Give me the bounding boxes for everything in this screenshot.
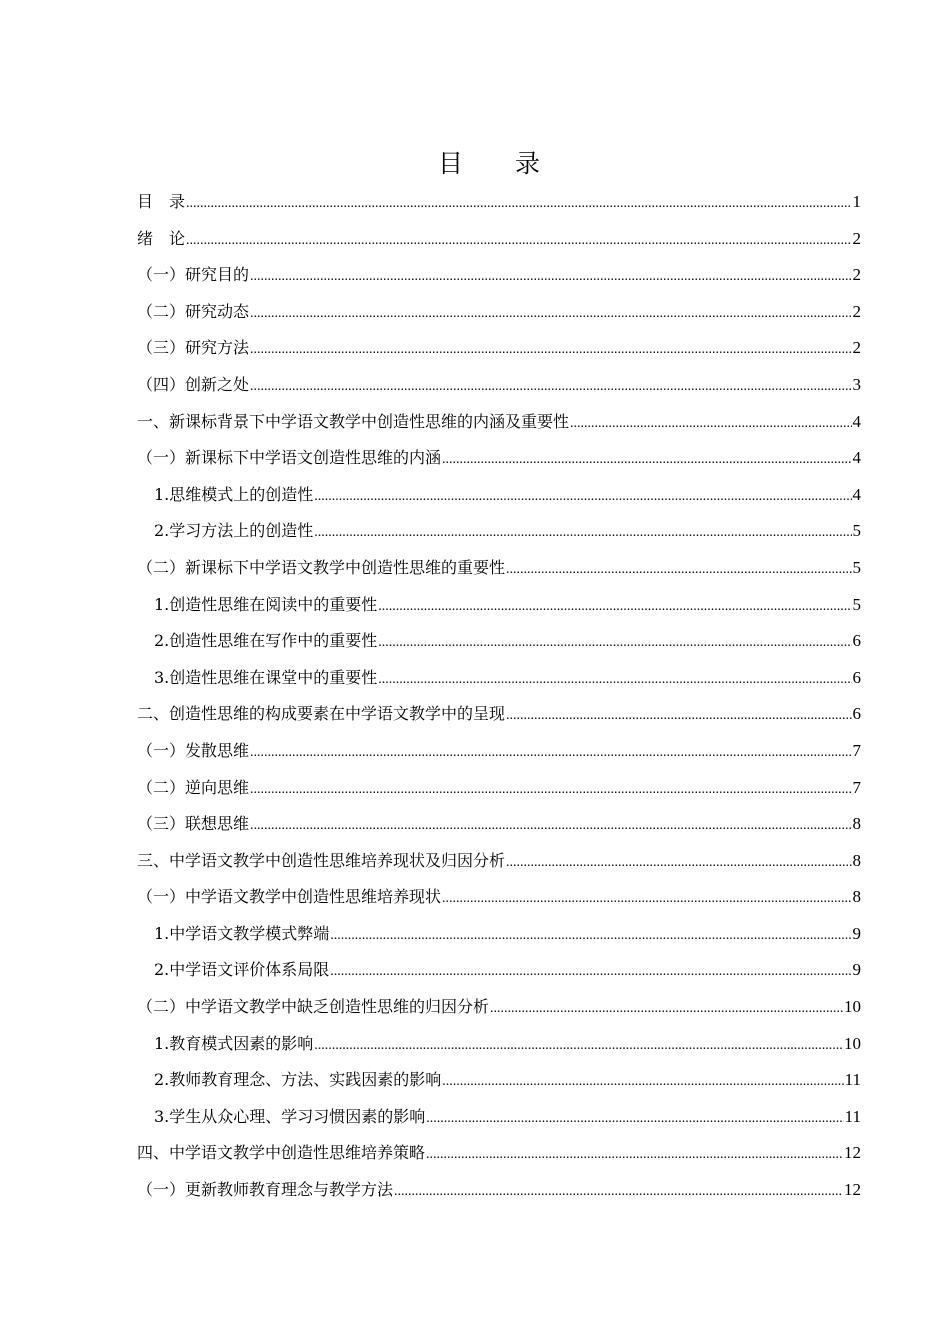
toc-entry-text: 三、中学语文教学中创造性思维培养现状及归因分析 bbox=[137, 850, 506, 870]
toc-entry-page: 2 bbox=[852, 228, 861, 248]
toc-entry-page: 9 bbox=[852, 923, 861, 943]
dot-leader bbox=[250, 735, 851, 772]
toc-entry-page: 10 bbox=[844, 1033, 861, 1053]
toc-entry-page: 2 bbox=[852, 301, 861, 321]
toc-entry-page: 10 bbox=[844, 997, 861, 1017]
toc-entry[interactable] bbox=[137, 1135, 861, 1172]
toc-entry[interactable] bbox=[137, 770, 861, 807]
toc-entry-page: 4 bbox=[852, 448, 861, 468]
toc-entry-text: 2.学习方法上的创造性 bbox=[154, 521, 314, 541]
toc-entry[interactable] bbox=[137, 1026, 861, 1063]
dot-leader bbox=[506, 698, 851, 735]
toc-entry-text: 四、中学语文教学中创造性思维培养策略 bbox=[137, 1143, 426, 1163]
toc-entry-page: 3 bbox=[852, 374, 861, 394]
toc-entry-text: 2.中学语文评价体系局限 bbox=[154, 960, 330, 980]
toc-entry-text: （一）更新教师教育理念与教学方法 bbox=[137, 1180, 394, 1200]
toc-entry-text: 1.中学语文教学模式弊端 bbox=[154, 923, 330, 943]
dot-leader bbox=[250, 296, 851, 333]
dot-leader bbox=[250, 259, 851, 296]
toc-entry[interactable] bbox=[137, 513, 861, 550]
toc-entry-page: 2 bbox=[852, 265, 861, 285]
toc-entry-page: 6 bbox=[852, 667, 861, 687]
toc-entry-text: 一、新课标背景下中学语文教学中创造性思维的内涵及重要性 bbox=[137, 411, 570, 431]
toc-entry-text: （二）逆向思维 bbox=[137, 777, 250, 797]
dot-leader bbox=[442, 1064, 843, 1101]
dot-leader bbox=[250, 808, 851, 845]
dot-leader bbox=[426, 1101, 843, 1138]
toc-entry-page: 1 bbox=[852, 192, 861, 211]
toc-entry[interactable] bbox=[137, 916, 861, 953]
toc-entry[interactable] bbox=[137, 1062, 861, 1099]
toc-entry[interactable] bbox=[137, 440, 861, 477]
toc-entry-text: （二）中学语文教学中缺乏创造性思维的归因分析 bbox=[137, 997, 490, 1017]
toc-entry-page: 7 bbox=[852, 777, 861, 797]
toc-entry[interactable] bbox=[137, 221, 861, 258]
toc-entry-text: （一）研究目的 bbox=[137, 265, 250, 285]
toc-entry-page: 5 bbox=[852, 557, 861, 577]
toc-entry-text: 3.学生从众心理、学习习惯因素的影响 bbox=[154, 1106, 426, 1126]
toc-entry-text: （三）联想思维 bbox=[137, 814, 250, 834]
dot-leader bbox=[250, 332, 851, 369]
dot-leader bbox=[442, 442, 851, 479]
toc-list bbox=[137, 184, 861, 1209]
toc-entry[interactable] bbox=[137, 330, 861, 367]
dot-leader bbox=[490, 991, 843, 1028]
toc-entry-page: 12 bbox=[844, 1180, 861, 1200]
toc-entry[interactable] bbox=[137, 367, 861, 404]
toc-entry[interactable] bbox=[137, 477, 861, 514]
toc-entry-page: 7 bbox=[852, 740, 861, 760]
toc-entry-page: 8 bbox=[852, 887, 861, 907]
toc-entry-text: （一）新课标下中学语文创造性思维的内涵 bbox=[137, 448, 442, 468]
toc-entry[interactable] bbox=[137, 952, 861, 989]
toc-entry[interactable] bbox=[137, 1172, 861, 1209]
toc-entry[interactable] bbox=[137, 404, 861, 441]
toc-entry-text: 二、创造性思维的构成要素在中学语文教学中的呈现 bbox=[137, 704, 506, 724]
toc-entry-text: 3.创造性思维在课堂中的重要性 bbox=[154, 667, 378, 687]
toc-entry[interactable] bbox=[137, 989, 861, 1026]
dot-leader bbox=[506, 845, 851, 882]
dot-leader bbox=[314, 1028, 843, 1065]
dot-leader bbox=[378, 662, 851, 699]
toc-entry-page: 11 bbox=[844, 1106, 861, 1126]
toc-entry-text: 1.创造性思维在阅读中的重要性 bbox=[154, 594, 378, 614]
toc-entry-text: 2.创造性思维在写作中的重要性 bbox=[154, 631, 378, 651]
toc-entry[interactable] bbox=[137, 696, 861, 733]
dot-leader bbox=[186, 223, 851, 260]
toc-entry[interactable] bbox=[137, 733, 861, 770]
toc-entry-page: 5 bbox=[852, 521, 861, 541]
toc-entry-text: （二）新课标下中学语文教学中创造性思维的重要性 bbox=[137, 557, 506, 577]
toc-entry-text: （四）创新之处 bbox=[137, 374, 250, 394]
toc-entry[interactable] bbox=[137, 184, 861, 221]
dot-leader bbox=[442, 881, 851, 918]
toc-entry-text: 绪 论 bbox=[137, 228, 186, 248]
toc-entry-text: 2.教师教育理念、方法、实践因素的影响 bbox=[154, 1070, 442, 1090]
toc-entry-page: 4 bbox=[852, 411, 861, 431]
toc-entry-text: （三）研究方法 bbox=[137, 338, 250, 358]
dot-leader bbox=[314, 515, 851, 552]
toc-entry-page: 8 bbox=[852, 850, 861, 870]
dot-leader bbox=[378, 589, 851, 626]
toc-entry-page: 11 bbox=[844, 1070, 861, 1090]
toc-entry-text: （二）研究动态 bbox=[137, 301, 250, 321]
toc-entry[interactable] bbox=[137, 660, 861, 697]
dot-leader bbox=[330, 954, 851, 991]
dot-leader bbox=[250, 772, 851, 809]
toc-entry-page: 12 bbox=[844, 1143, 861, 1163]
toc-entry[interactable] bbox=[137, 550, 861, 587]
toc-entry[interactable] bbox=[137, 879, 861, 916]
toc-entry[interactable] bbox=[137, 843, 861, 880]
page-title: 目 录 bbox=[438, 149, 562, 178]
toc-entry-text: 1.思维模式上的创造性 bbox=[154, 484, 314, 504]
toc-entry-text: 目 录 bbox=[137, 192, 186, 211]
dot-leader bbox=[330, 918, 851, 955]
toc-entry-text: 1.教育模式因素的影响 bbox=[154, 1033, 314, 1053]
toc-entry[interactable] bbox=[137, 623, 861, 660]
toc-entry-page: 5 bbox=[852, 594, 861, 614]
toc-entry[interactable] bbox=[137, 257, 861, 294]
toc-entry-page: 2 bbox=[852, 338, 861, 358]
toc-entry-page: 8 bbox=[852, 814, 861, 834]
toc-entry-page: 9 bbox=[852, 960, 861, 980]
toc-entry[interactable] bbox=[137, 294, 861, 331]
dot-leader bbox=[378, 625, 851, 662]
dot-leader bbox=[506, 552, 851, 589]
dot-leader bbox=[394, 1174, 843, 1211]
dot-leader bbox=[314, 479, 851, 516]
toc-entry-page: 6 bbox=[852, 704, 861, 724]
toc-entry-text: （一）中学语文教学中创造性思维培养现状 bbox=[137, 887, 442, 907]
dot-leader bbox=[426, 1137, 843, 1174]
dot-leader bbox=[186, 186, 851, 223]
dot-leader bbox=[570, 406, 851, 443]
toc-entry[interactable] bbox=[137, 587, 861, 624]
toc-entry-text: （一）发散思维 bbox=[137, 740, 250, 760]
toc-entry-page: 4 bbox=[852, 484, 861, 504]
toc-entry-page: 6 bbox=[852, 631, 861, 651]
toc-entry[interactable] bbox=[137, 806, 861, 843]
dot-leader bbox=[250, 369, 851, 406]
toc-entry[interactable] bbox=[137, 1099, 861, 1136]
